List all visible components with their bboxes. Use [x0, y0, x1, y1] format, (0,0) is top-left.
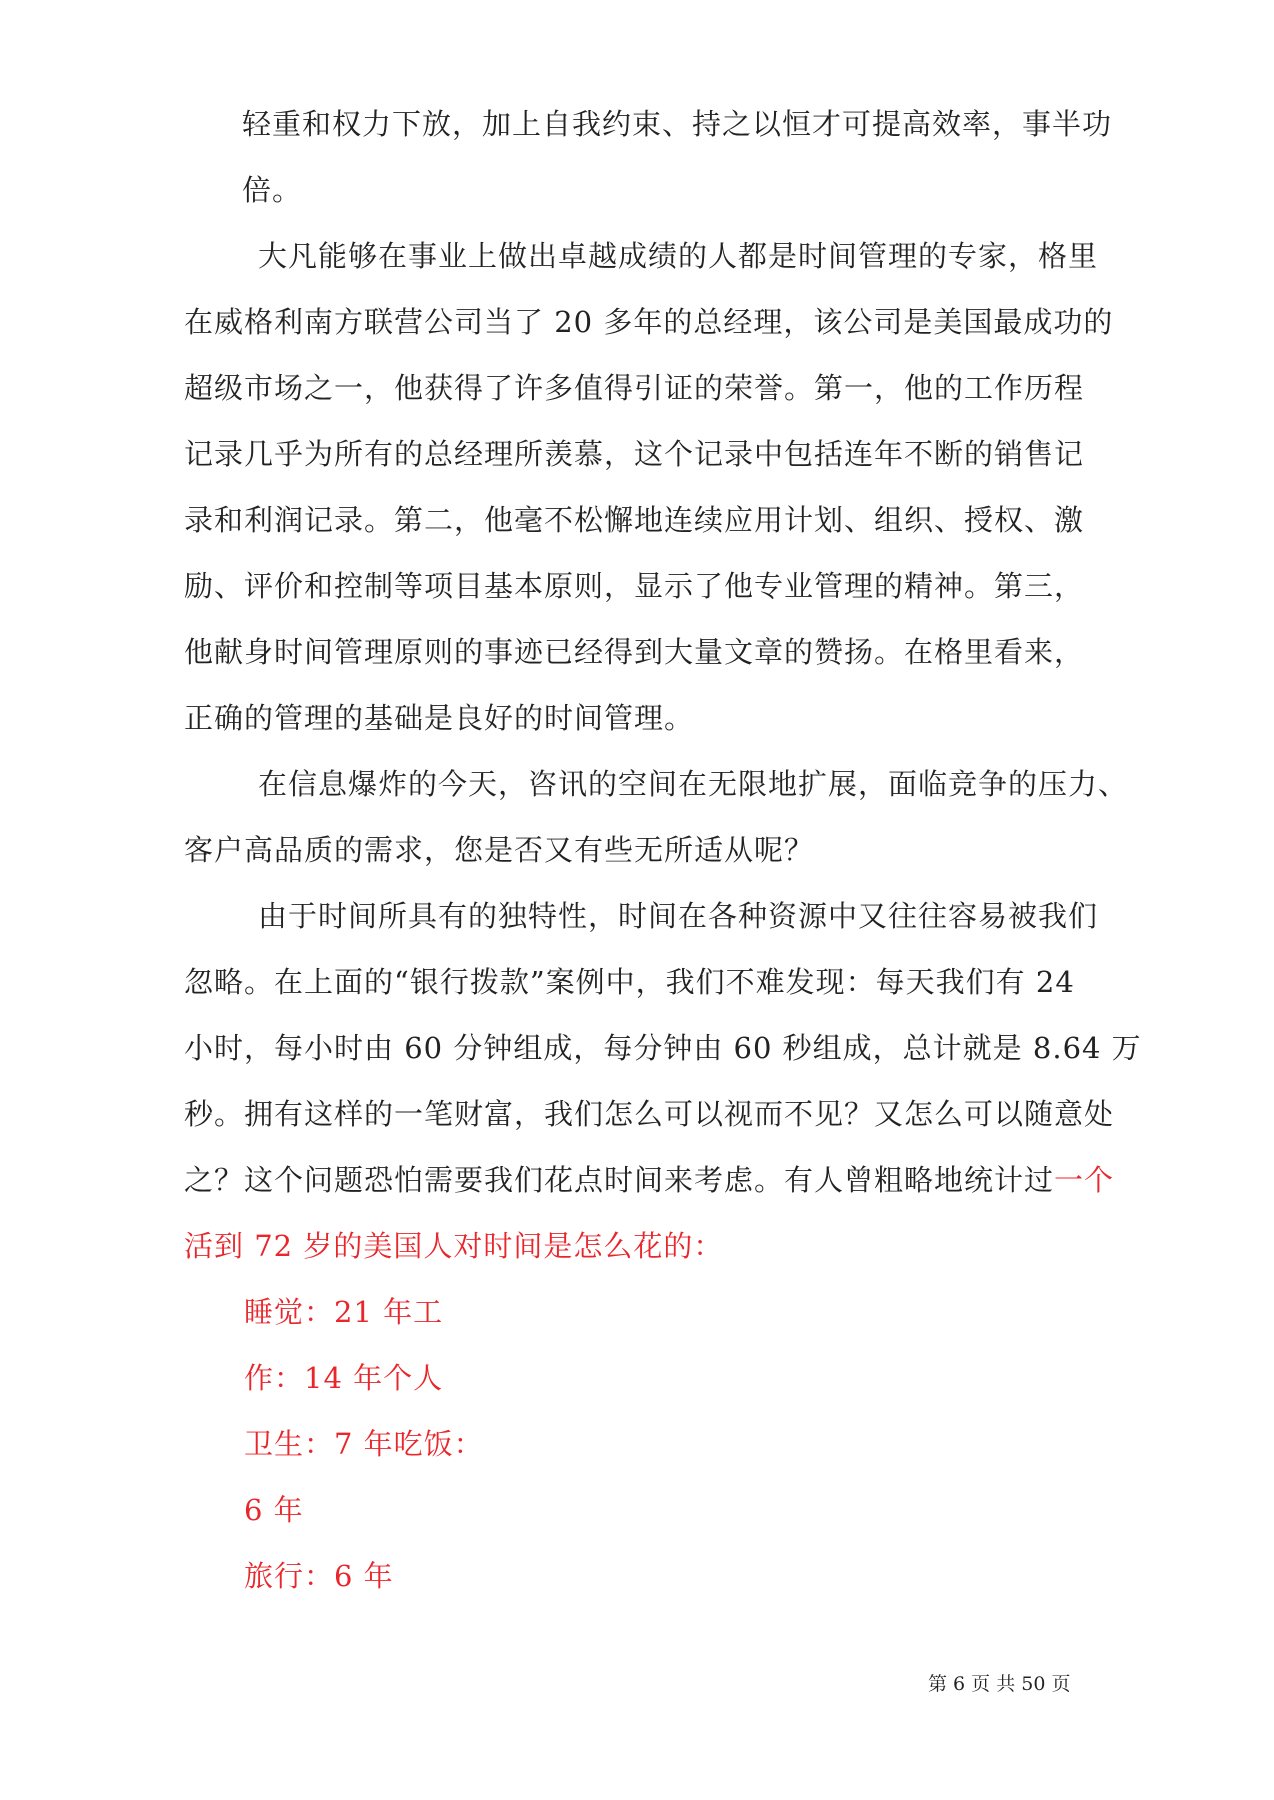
paragraph-line: 在信息爆炸的今天，咨讯的空间在无限地扩展，面临竞争的压力、: [258, 767, 1129, 801]
highlighted-line: 活到 72 岁的美国人对时间是怎么花的：: [184, 1229, 724, 1263]
list-item: 作：14 年个人: [244, 1361, 444, 1395]
paragraph-line: 秒。拥有这样的一笔财富，我们怎么可以视而不见？又怎么可以随意处: [184, 1097, 1115, 1131]
paragraph-line: 客户高品质的需求，您是否又有些无所适从呢？: [184, 833, 815, 867]
paragraph-line: 记录几乎为所有的总经理所羡慕，这个记录中包括连年不断的销售记: [184, 437, 1085, 471]
paragraph-line: 励、评价和控制等项目基本原则，显示了他专业管理的精神。第三，: [184, 569, 1085, 603]
list-item: 卫生：7 年吃饭：: [244, 1427, 484, 1461]
paragraph-line: 录和利润记录。第二，他毫不松懈地连续应用计划、组织、授权、激: [184, 503, 1085, 537]
paragraph-line: 在威格利南方联营公司当了 20 多年的总经理，该公司是美国最成功的: [184, 305, 1114, 339]
highlighted-text: 一个: [1054, 1163, 1115, 1197]
paragraph-line: 忽略。在上面的“银行拨款”案例中，我们不难发现：每天我们有 24: [184, 965, 1075, 999]
list-item: 旅行：6 年: [244, 1559, 394, 1593]
paragraph-line: 大凡能够在事业上做出卓越成绩的人都是时间管理的专家，格里: [258, 239, 1099, 273]
paragraph-line: 超级市场之一，他获得了许多值得引证的荣誉。第一，他的工作历程: [184, 371, 1085, 405]
paragraph-line: 由于时间所具有的独特性，时间在各种资源中又往往容易被我们: [258, 899, 1099, 933]
paragraph-line: 小时，每小时由 60 分钟组成，每分钟由 60 秒组成，总计就是 8.64 万: [184, 1031, 1142, 1065]
list-item: 6 年: [244, 1493, 304, 1527]
line-text: 之？这个问题恐怕需要我们花点时间来考虑。有人曾粗略地统计过: [184, 1163, 1055, 1197]
paragraph-line: 他献身时间管理原则的事迹已经得到大量文章的赞扬。在格里看来，: [184, 635, 1085, 669]
paragraph-line: 正确的管理的基础是良好的时间管理。: [184, 701, 695, 735]
paragraph-line: 倍。: [242, 173, 303, 207]
paragraph-line: 轻重和权力下放，加上自我约束、持之以恒才可提高效率，事半功: [242, 107, 1113, 141]
page-number-footer: 第 6 页 共 50 页: [928, 1673, 1071, 1695]
list-item: 睡觉：21 年工: [244, 1295, 444, 1329]
paragraph-line: [184, 1160, 1114, 1200]
